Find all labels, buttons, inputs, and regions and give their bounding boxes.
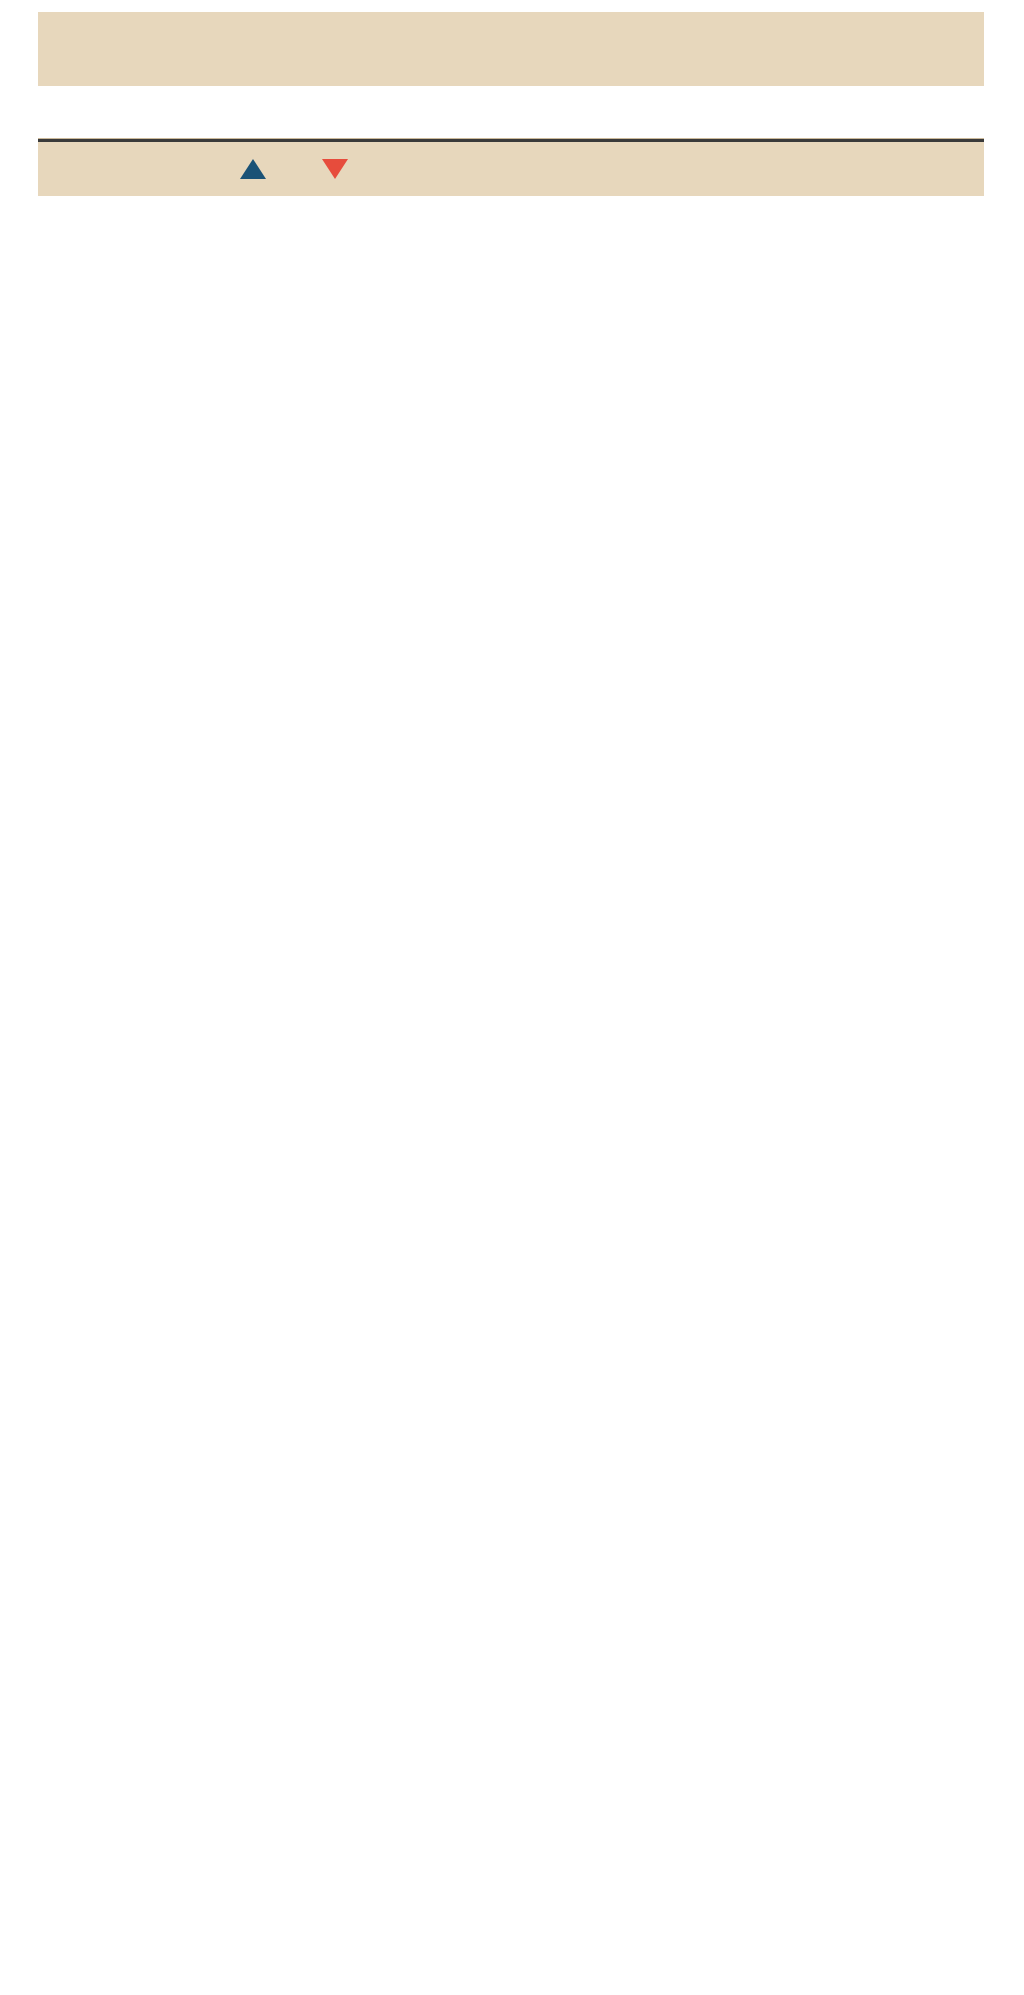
subtitle: [38, 86, 984, 139]
legend: [38, 142, 984, 196]
triangle-up-icon: [240, 159, 266, 179]
legend-decrease: [322, 159, 360, 179]
rating-infographic: [38, 12, 984, 218]
legend-increase: [240, 159, 278, 179]
page-title: [38, 12, 984, 86]
triangle-down-icon: [322, 159, 348, 179]
